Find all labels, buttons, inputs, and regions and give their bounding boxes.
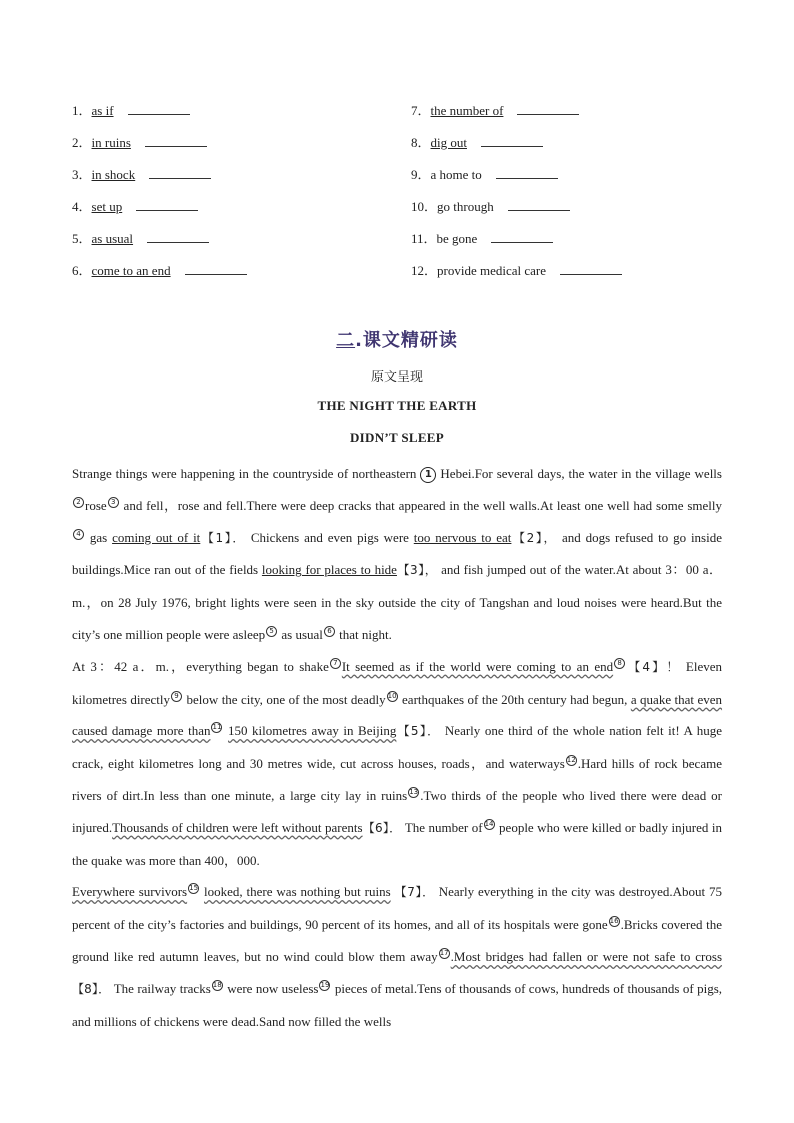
blank-bracket: 【1】． xyxy=(200,530,246,545)
text-span: .Bricks covered the ground like red autumn leaves, but no wind could blow them away xyxy=(72,917,722,964)
phrase-number: 11． xyxy=(411,231,437,246)
phrase-number: 10． xyxy=(411,199,438,214)
annotation-marker: 2 xyxy=(73,497,84,508)
phrase-item xyxy=(411,228,731,260)
phrase-item xyxy=(72,260,392,292)
text-span: Hebei.For several days, the water in the village wells xyxy=(440,466,722,481)
annotation-marker: 4 xyxy=(73,529,84,540)
phrase-item xyxy=(411,164,731,196)
phrase-item xyxy=(72,228,392,260)
phrase-text: a home to xyxy=(430,167,482,182)
blank-bracket: 【7】． xyxy=(394,885,435,900)
blank-bracket: 【3】， xyxy=(396,563,438,578)
wavy-underlined-phrase: looked, there was nothing but ruins xyxy=(204,884,391,900)
phrase-text: as if xyxy=(91,103,114,118)
text-span: Nearly everything in the city was destroyed.About 75 percent of the city’s factories and buildings, 90 percent of its homes, and all of its hospitals were gone xyxy=(72,884,723,933)
section-heading xyxy=(0,326,794,352)
annotation-marker: 1 xyxy=(420,467,436,483)
phrase-text: provide medical care xyxy=(437,263,547,278)
answer-blank[interactable] xyxy=(128,100,190,115)
answer-blank[interactable] xyxy=(491,228,553,243)
phrase-number: 12． xyxy=(411,263,438,278)
phrase-number: 6． xyxy=(72,263,92,278)
text-span: The railway tracks xyxy=(113,980,211,996)
answer-blank[interactable] xyxy=(560,260,622,275)
answer-blank[interactable] xyxy=(185,260,247,275)
text-span: gas xyxy=(89,529,113,545)
phrase-item xyxy=(411,100,731,132)
wavy-underlined-phrase: It seemed as if the world were coming to an end xyxy=(341,658,614,674)
phrase-number: 4． xyxy=(72,199,92,214)
blank-bracket: 【8】． xyxy=(72,981,111,996)
phrase-item xyxy=(411,260,731,292)
paragraph-3 xyxy=(72,876,722,1037)
blank-bracket: 【2】， xyxy=(511,530,558,545)
phrase-number: 5． xyxy=(72,231,92,246)
blank-bracket: 【4】！ xyxy=(626,659,681,674)
answer-blank[interactable] xyxy=(481,132,543,147)
text-span: Strange things were happening in the countryside of northeastern xyxy=(72,466,417,481)
text-span: rose xyxy=(85,497,107,513)
article-text xyxy=(72,458,722,1037)
answer-blank[interactable] xyxy=(145,132,207,147)
phrase-text: set up xyxy=(91,199,123,214)
text-span: were now useless xyxy=(227,980,319,996)
phrase-item xyxy=(72,164,392,196)
annotation-marker: 19 xyxy=(320,980,330,989)
text-span: and dogs refused to go inside buildings.Mice ran out of the fields xyxy=(72,529,722,578)
text-span: below the city, one of the most deadly xyxy=(186,691,386,707)
annotation-marker: 8 xyxy=(614,658,625,669)
phrase-number: 3． xyxy=(72,167,92,182)
phrase-text: in shock xyxy=(91,167,136,182)
annotation-marker: 14 xyxy=(484,819,494,828)
phrase-column-right xyxy=(411,100,731,292)
answer-blank[interactable] xyxy=(147,228,209,243)
phrase-item xyxy=(72,196,392,228)
annotation-marker: 5 xyxy=(266,626,277,637)
phrase-text: dig out xyxy=(430,135,467,150)
phrase-item xyxy=(72,100,392,132)
annotation-marker: 17 xyxy=(439,948,449,957)
phrase-text: as usual xyxy=(91,231,134,246)
text-span: as usual xyxy=(281,626,323,642)
answer-blank[interactable] xyxy=(149,164,211,179)
wavy-underlined-phrase: 150 kilometres away in Beijing xyxy=(228,723,397,739)
annotation-marker: 11 xyxy=(212,723,222,732)
annotation-marker: 13 xyxy=(409,787,419,796)
phrase-text: be gone xyxy=(436,231,478,246)
section-number: 二 xyxy=(336,330,356,351)
blank-bracket: 【5】． xyxy=(396,724,441,739)
text-span: pieces of metal.Tens of thousands of cows, hundreds of thousands of pigs, and millions of chickens were dead.Sand now filled the wells xyxy=(72,980,723,1029)
text-span: people who were killed or badly injured in the quake was more than 400，000. xyxy=(72,819,722,868)
phrase-number: 8． xyxy=(411,135,431,150)
section-dot: . xyxy=(355,330,363,351)
underlined-phrase: coming out of it xyxy=(112,529,201,545)
wavy-underlined-phrase: Thousands of children were left without parents xyxy=(112,819,363,835)
text-span: that night. xyxy=(339,626,392,642)
paragraph-2 xyxy=(72,651,722,877)
paragraph-1 xyxy=(72,458,722,651)
answer-blank[interactable] xyxy=(517,100,579,115)
answer-blank[interactable] xyxy=(136,196,198,211)
annotation-marker: 15 xyxy=(189,884,199,893)
text-span: The number of xyxy=(404,819,483,835)
blank-bracket: 【6】． xyxy=(362,820,402,835)
phrase-text: in ruins xyxy=(91,135,131,150)
annotation-marker: 10 xyxy=(387,691,397,700)
article-title-line1: THE NIGHT THE EARTH xyxy=(317,398,477,413)
annotation-marker: 3 xyxy=(108,497,119,508)
annotation-marker: 16 xyxy=(609,917,619,926)
text-span: Nearly one third of the whole nation felt it! A huge crack, eight kilometres long and 30 metres wide, cut across houses, roads，and waterways xyxy=(72,723,722,772)
phrase-column-left xyxy=(72,100,392,292)
phrase-text: come to an end xyxy=(91,263,171,278)
phrase-number: 7． xyxy=(411,103,431,118)
phrase-text: the number of xyxy=(430,103,504,118)
phrase-text: go through xyxy=(437,199,494,214)
wavy-underlined-phrase: a quake that even caused damage more than xyxy=(72,691,723,739)
article-title-line2: DIDN’T SLEEP xyxy=(349,430,445,445)
phrase-item xyxy=(72,132,392,164)
text-span: .Two thirds of the people who lived there were dead or injured. xyxy=(72,787,722,835)
phrase-number: 9． xyxy=(411,167,431,182)
annotation-marker: 6 xyxy=(324,626,335,637)
underlined-phrase: looking for places to hide xyxy=(261,562,397,578)
text-span: Eleven kilometres directly xyxy=(72,658,722,707)
text-span: Chickens and even pigs were xyxy=(250,529,414,545)
phrase-item xyxy=(411,196,731,228)
text-span: .Hard hills of rock became rivers of dirt.In less than one minute, a large city lay in ruins xyxy=(72,756,722,803)
annotation-marker: 7 xyxy=(330,658,341,669)
wavy-underlined-phrase: .Most bridges had fallen or were not safe to cross xyxy=(450,948,723,964)
answer-blank[interactable] xyxy=(496,164,558,179)
wavy-underlined-phrase: Everywhere survivors xyxy=(72,884,188,900)
annotation-marker: 18 xyxy=(212,980,222,989)
phrase-number: 1． xyxy=(72,103,92,118)
text-span: earthquakes of the 20th century had begun, xyxy=(402,691,628,707)
phrase-number: 2． xyxy=(72,135,92,150)
annotation-marker: 9 xyxy=(171,691,182,702)
underlined-phrase: too nervous to eat xyxy=(413,529,512,545)
answer-blank[interactable] xyxy=(508,196,570,211)
annotation-marker: 12 xyxy=(566,756,576,765)
subheading: 原文呈现 xyxy=(370,370,423,385)
section-title: 课文精研读 xyxy=(362,330,458,351)
text-span: and fish jumped out of the water.At about 3：00 a．m.，on 28 July 1976, bright lights were seen in the sky outside the city of Tangshan and loud noises were heard.But the city’s one million people were asleep xyxy=(72,562,723,642)
phrase-item xyxy=(411,132,731,164)
text-span: At 3：42 a．m.，everything began to shake xyxy=(72,658,329,674)
text-span: and fell，rose and fell.There were deep cracks that appeared in the well walls.At least one well had some smelly xyxy=(123,497,723,513)
